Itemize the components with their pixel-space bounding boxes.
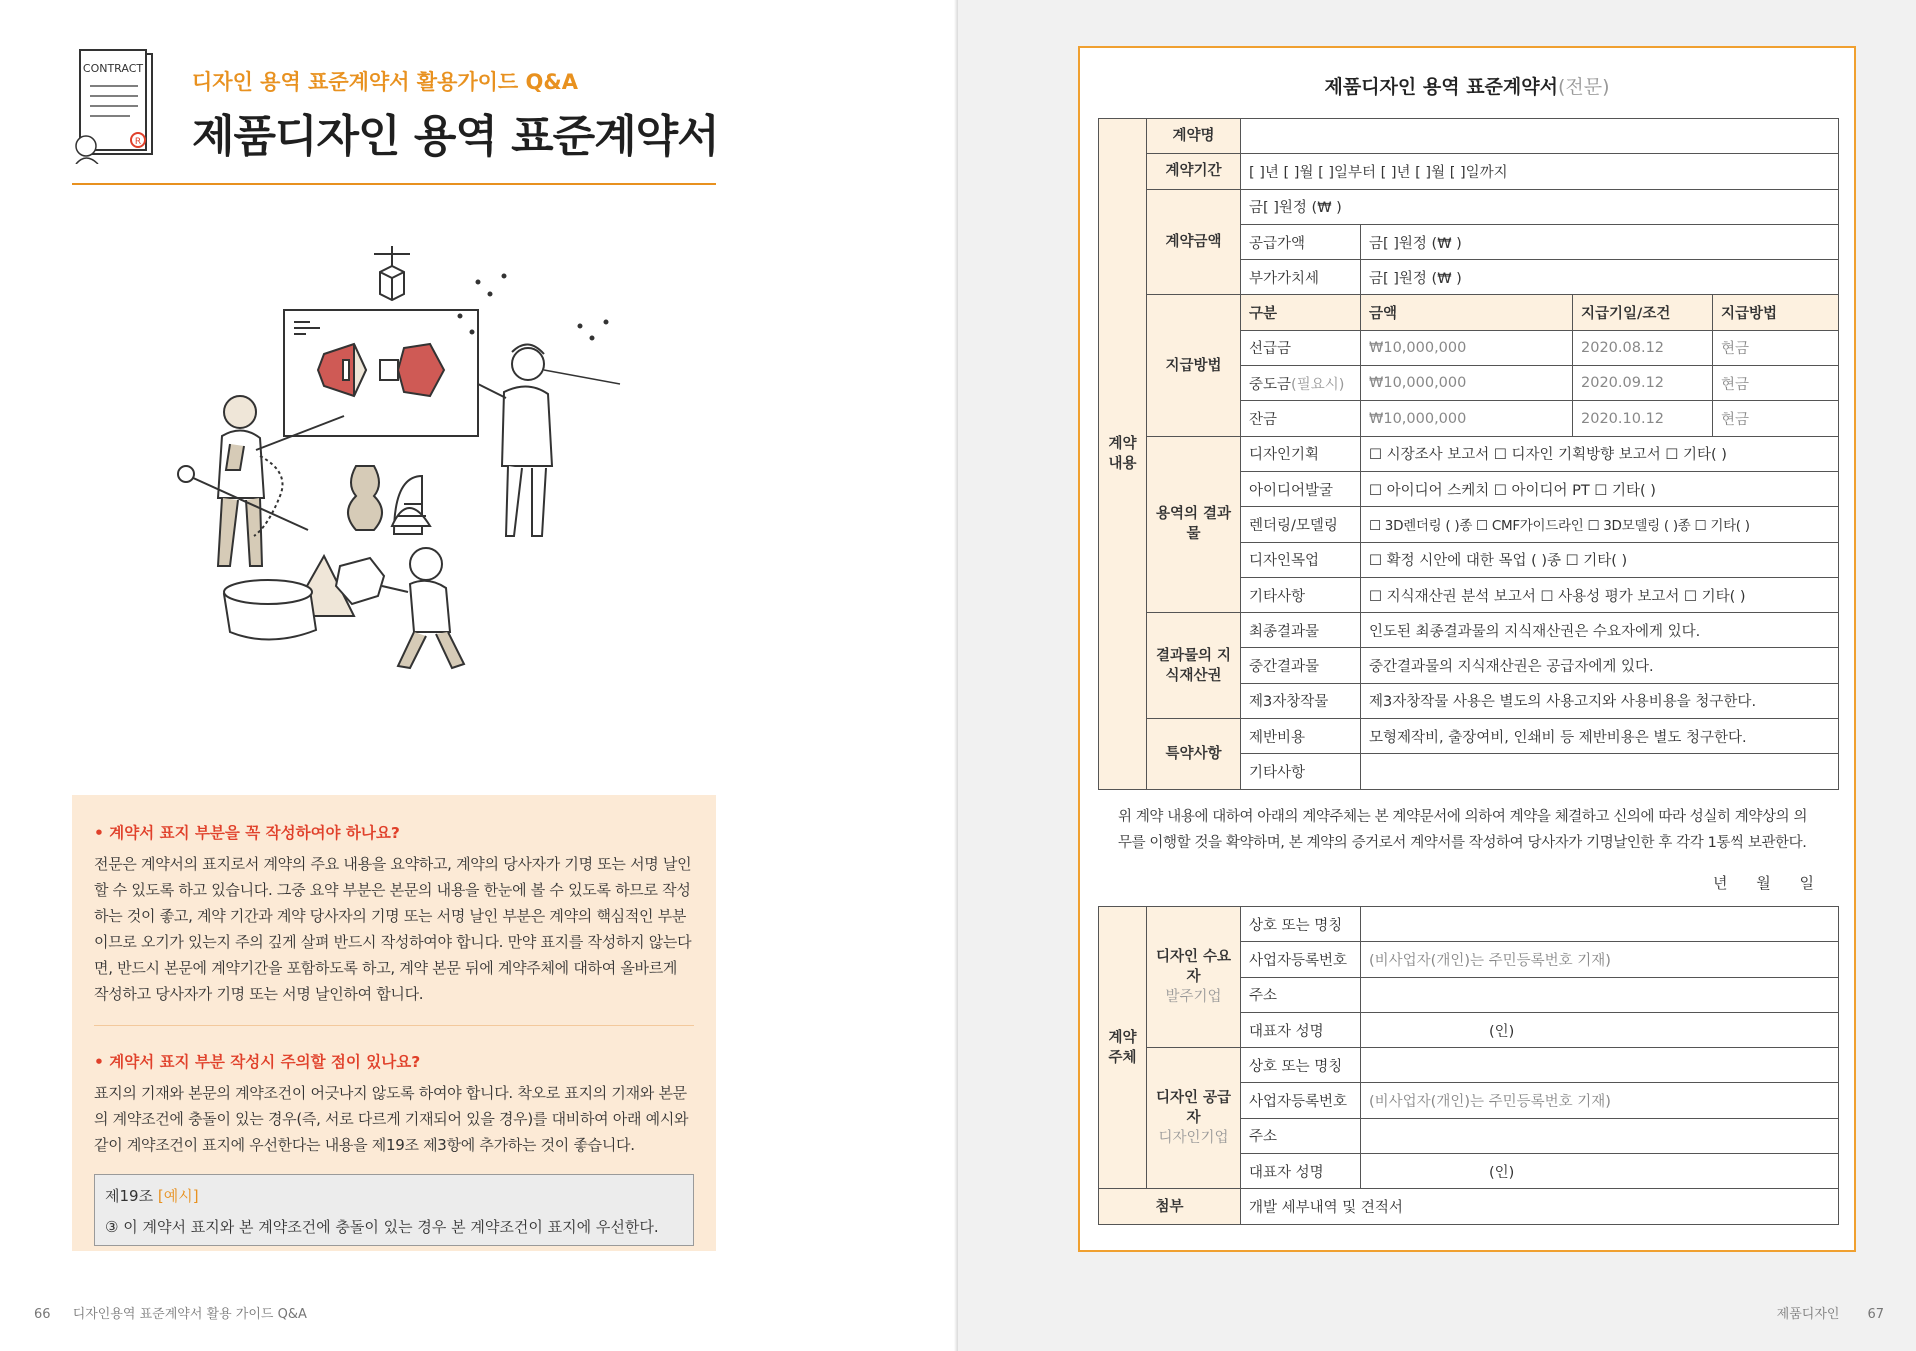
form-title — [1080, 72, 1854, 99]
party-field-name: 상호 또는 명칭 — [1241, 1048, 1361, 1083]
pay-type-cell — [1241, 366, 1361, 401]
party-field-name: 상호 또는 명칭 — [1241, 907, 1361, 942]
attachment-label: 첨부 — [1099, 1189, 1241, 1224]
title-divider — [72, 183, 716, 185]
client-label: 디자인 수요자 — [1155, 949, 1232, 986]
party-field-rep: 대표자 성명 — [1241, 1012, 1361, 1047]
pay-method[interactable]: 현금 — [1713, 366, 1839, 401]
provider-label: 디자인 공급자 — [1155, 1090, 1232, 1127]
example-box — [94, 1174, 694, 1246]
client-address-field[interactable] — [1361, 977, 1839, 1012]
table-row — [1099, 189, 1839, 224]
attachment-field[interactable]: 개발 세부내역 및 견적서 — [1241, 1189, 1839, 1224]
pay-type: 중도금 — [1249, 376, 1292, 393]
ip-name: 제3자창작물 — [1241, 683, 1361, 718]
party-field-address: 주소 — [1241, 977, 1361, 1012]
pay-header-amount: 금액 — [1361, 295, 1573, 330]
client-seal-field[interactable]: (인) — [1361, 1012, 1839, 1047]
provider-label-cell — [1147, 1048, 1241, 1189]
qa-question-2: • 계약서 표지 부분 작성시 주의할 점이 있나요? — [94, 1053, 421, 1071]
vat-field[interactable]: 금[ ]원정 (₩ ) — [1361, 260, 1839, 295]
qa-divider — [94, 1025, 694, 1026]
provider-brn-field[interactable]: (비사업자(개인)는 주민등록번호 기재) — [1361, 1083, 1839, 1118]
date-line[interactable]: 년 월 일 — [1712, 874, 1814, 892]
result-name: 디자인목업 — [1241, 542, 1361, 577]
result-options[interactable]: ☐ 3D렌더링 ( )종 ☐ CMF가이드라인 ☐ 3D모델링 ( )종 ☐ 기타( ) — [1361, 507, 1839, 542]
qa-question-1: • 계약서 표지 부분을 꼭 작성하여야 하나요? — [94, 824, 400, 842]
contract-content-table — [1098, 118, 1839, 790]
pay-date[interactable]: 2020.10.12 — [1573, 401, 1713, 436]
result-name: 렌더링/모델링 — [1241, 507, 1361, 542]
ip-label: 결과물의 지식재산권 — [1147, 613, 1241, 719]
left-footer — [34, 1303, 307, 1322]
pay-header-date: 지급기일/조건 — [1573, 295, 1713, 330]
party-field-brn: 사업자등록번호 — [1241, 942, 1361, 977]
table-row — [1099, 119, 1839, 154]
supply-field[interactable]: 금[ ]원정 (₩ ) — [1361, 224, 1839, 259]
table-row — [1099, 719, 1839, 754]
table-row — [1099, 154, 1839, 189]
right-footer-text: 제품디자인 — [1776, 1307, 1840, 1322]
result-options[interactable]: ☐ 아이디어 스케치 ☐ 아이디어 PT ☐ 기타( ) — [1361, 471, 1839, 506]
ip-name: 중간결과물 — [1241, 648, 1361, 683]
ip-value[interactable]: 중간결과물의 지식재산권은 공급자에게 있다. — [1361, 648, 1839, 683]
special-label: 특약사항 — [1147, 719, 1241, 790]
contract-content-label: 계약 내용 — [1099, 119, 1147, 790]
right-page — [958, 0, 1916, 1351]
agreement-statement: 위 계약 내용에 대하여 아래의 계약주체는 본 계약문서에 의하여 계약을 체결하고 신의에 따라 성실히 계약상의 의무를 이행할 것을 확약하며, 본 계약의 증거로서 계약서를 작성하여 당사자가 기명날인한 후 각각 1통씩 보관한다. — [1118, 809, 1808, 851]
pay-header-method: 지급방법 — [1713, 295, 1839, 330]
qa-answer-1: 전문은 계약서의 표지로서 계약의 주요 내용을 요약하고, 계약의 당사자가 기명 또는 서명 날인할 수 있도록 하고 있습니다. 그중 요약 부분은 본문의 내용을 한눈에 볼 수 있도록 하므로 작성하는 것이 좋고, 계약 기간과 계약 당사자의 기명 또는 서명 날인 부분은 계약의 핵심적인 부분이므로 오기가 있는지 주의 깊게 살펴 반드시 작성하여야 합니다. 만약 표지를 작성하지 않는다면, 반드시 본문에 계약기간을 포함하도록 하고, 계약 본문 뒤에 계약주체에 대하여 올바르게 작성하고 당사자가 기명 또는 서명 날인하여 합니다. — [94, 855, 692, 1003]
client-brn-field[interactable]: (비사업자(개인)는 주민등록번호 기재) — [1361, 942, 1839, 977]
svg-text:R: R — [134, 137, 142, 147]
table-row — [1099, 295, 1839, 330]
supply-label: 공급가액 — [1241, 224, 1361, 259]
table-row — [1099, 1048, 1839, 1083]
contract-document-icon — [72, 48, 162, 164]
table-row — [1099, 1189, 1839, 1224]
party-field-address: 주소 — [1241, 1118, 1361, 1153]
table-row — [1099, 613, 1839, 648]
table-row — [1099, 436, 1839, 471]
guide-subtitle: 디자인 용역 표준계약서 활용가이드 Q&A — [192, 70, 578, 94]
pay-type-note: (필요시) — [1291, 376, 1345, 393]
table-row — [1099, 907, 1839, 942]
pay-amount[interactable]: ₩10,000,000 — [1361, 330, 1573, 365]
pay-method[interactable]: 현금 — [1713, 401, 1839, 436]
amount-label: 계약금액 — [1147, 189, 1241, 295]
pay-date[interactable]: 2020.09.12 — [1573, 366, 1713, 401]
client-sub-label: 발주기업 — [1165, 989, 1222, 1006]
amount-total-field[interactable]: 금[ ]원정 (₩ ) — [1241, 189, 1839, 224]
result-name: 기타사항 — [1241, 577, 1361, 612]
ip-value[interactable]: 인도된 최종결과물의 지식재산권은 수요자에게 있다. — [1361, 613, 1839, 648]
period-label: 계약기간 — [1147, 154, 1241, 189]
special-name: 제반비용 — [1241, 719, 1361, 754]
example-title — [105, 1185, 683, 1206]
pay-date[interactable]: 2020.08.12 — [1573, 330, 1713, 365]
result-name: 디자인기획 — [1241, 436, 1361, 471]
payment-label: 지급방법 — [1147, 295, 1241, 436]
special-name: 기타사항 — [1241, 754, 1361, 789]
form-title-main: 제품디자인 용역 표준계약서 — [1324, 76, 1558, 98]
qa-box — [72, 795, 716, 1251]
result-options[interactable]: ☐ 지식재산권 분석 보고서 ☐ 사용성 평가 보고서 ☐ 기타( ) — [1361, 577, 1839, 612]
vat-label: 부가가치세 — [1241, 260, 1361, 295]
form-title-paren: (전문) — [1557, 76, 1610, 98]
pay-type: 선급금 — [1241, 330, 1361, 365]
pay-amount[interactable]: ₩10,000,000 — [1361, 401, 1573, 436]
pay-amount[interactable]: ₩10,000,000 — [1361, 366, 1573, 401]
party-field-brn: 사업자등록번호 — [1241, 1083, 1361, 1118]
result-options[interactable]: ☐ 시장조사 보고서 ☐ 디자인 기획방향 보고서 ☐ 기타( ) — [1361, 436, 1839, 471]
designers-illustration — [160, 236, 630, 676]
pay-method[interactable]: 현금 — [1713, 330, 1839, 365]
special-value[interactable]: 모형제작비, 출장여비, 인쇄비 등 제반비용은 별도 청구한다. — [1361, 719, 1839, 754]
period-field[interactable]: [ ]년 [ ]월 [ ]일부터 [ ]년 [ ]월 [ ]일까지 — [1241, 154, 1839, 189]
provider-name-field[interactable] — [1361, 1048, 1839, 1083]
contract-name-field[interactable] — [1241, 119, 1839, 154]
example-tag: [예시] — [157, 1187, 199, 1205]
contract-icon-label: CONTRACT — [82, 62, 144, 75]
client-label-cell — [1147, 907, 1241, 1048]
left-footer-text: 디자인용역 표준계약서 활용 가이드 Q&A — [72, 1307, 307, 1322]
ip-name: 최종결과물 — [1241, 613, 1361, 648]
pay-header-type: 구분 — [1241, 295, 1361, 330]
party-field-rep: 대표자 성명 — [1241, 1154, 1361, 1189]
client-name-field[interactable] — [1361, 907, 1839, 942]
ip-value[interactable]: 제3자창작물 사용은 별도의 사용고지와 사용비용을 청구한다. — [1361, 683, 1839, 718]
example-article: 제19조 — [105, 1187, 154, 1205]
right-page-number: 67 — [1867, 1307, 1884, 1322]
result-options[interactable]: ☐ 확정 시안에 대한 목업 ( )종 ☐ 기타( ) — [1361, 542, 1839, 577]
pay-type: 잔금 — [1241, 401, 1361, 436]
provider-sub-label: 디자인기업 — [1158, 1130, 1229, 1147]
contract-name-label: 계약명 — [1147, 119, 1241, 154]
parties-label: 계약 주체 — [1099, 907, 1147, 1189]
left-page-number: 66 — [34, 1307, 51, 1322]
page-title: 제품디자인 용역 표준계약서 — [192, 111, 719, 162]
contract-form — [1078, 46, 1856, 1252]
contract-parties-table — [1098, 906, 1839, 1225]
right-footer — [1777, 1303, 1884, 1322]
results-label: 용역의 결과물 — [1147, 436, 1241, 612]
example-text: ③ 이 계약서 표지와 본 계약조건에 충돌이 있는 경우 본 계약조건이 표지에 우선한다. — [105, 1218, 659, 1236]
special-value[interactable] — [1361, 754, 1839, 789]
provider-address-field[interactable] — [1361, 1118, 1839, 1153]
result-name: 아이디어발굴 — [1241, 471, 1361, 506]
provider-seal-field[interactable]: (인) — [1361, 1154, 1839, 1189]
qa-answer-2: 표지의 기재와 본문의 계약조건이 어긋나지 않도록 하여야 합니다. 착오로 표지의 기재와 본문의 계약조건에 충돌이 있는 경우(즉, 서로 다르게 기재되어 있을 경우)를 대비하여 아래 예시와 같이 계약조건이 표지에 우선한다는 내용을 제19조 제3항에 추가하는 것이 좋습니다. — [94, 1084, 689, 1154]
